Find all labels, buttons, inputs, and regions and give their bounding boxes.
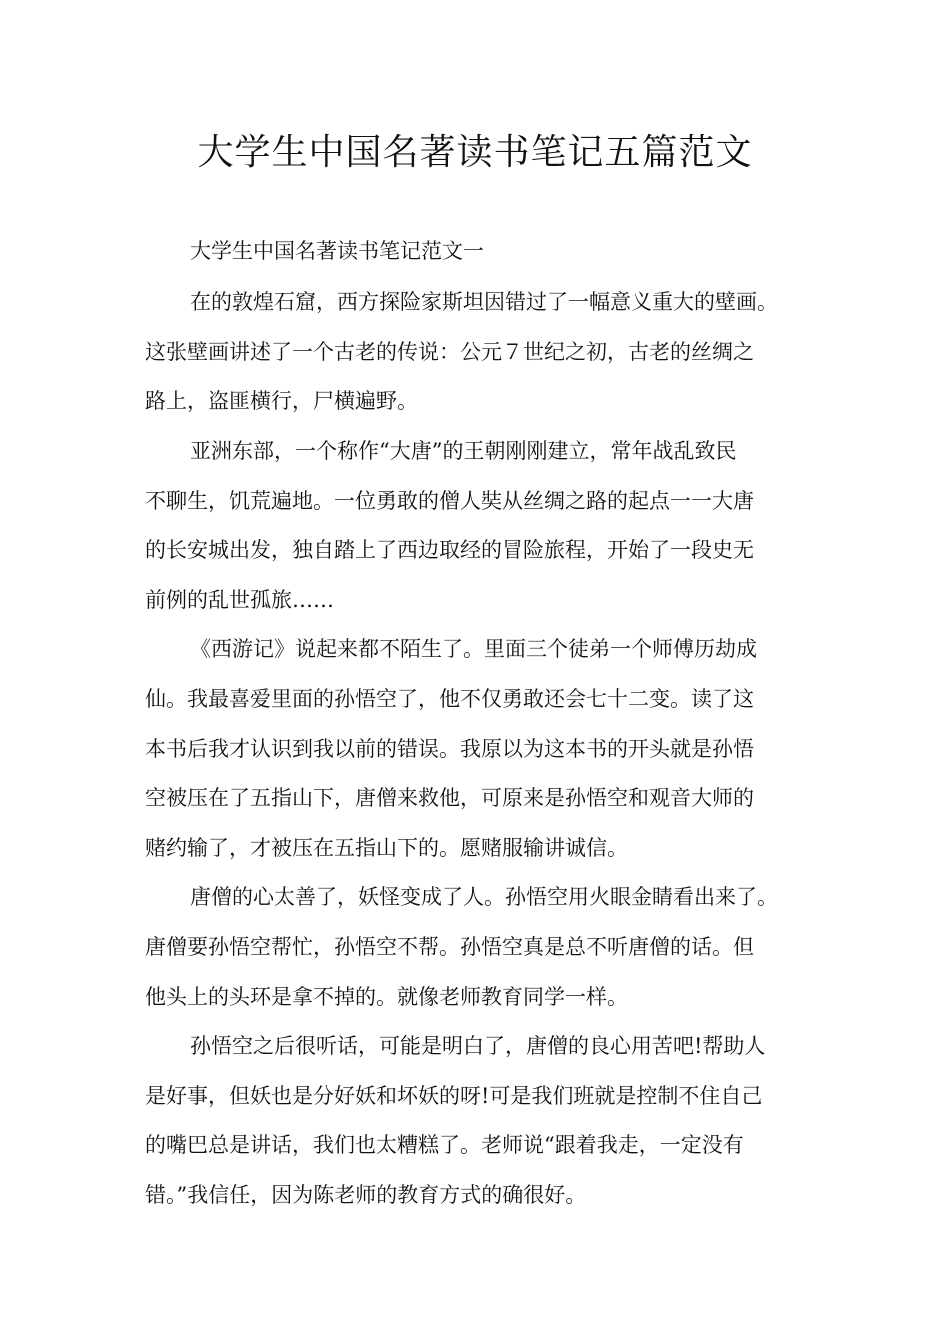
section-heading: 大学生中国名著读书笔记范文一: [190, 239, 484, 263]
body-line: 唐僧的心太善了，妖怪变成了人。孙悟空用火眼金睛看出来了。: [190, 885, 778, 909]
body-line: 的长安城出发，独自踏上了西边取经的冒险旅程，开始了一段史无: [145, 538, 754, 562]
body-line: 的嘴巴总是讲话，我们也太糟糕了。老师说“跟着我走，一定没有: [145, 1133, 744, 1157]
body-line: 仙。我最喜爱里面的孙悟空了，他不仅勇敢还会七十二变。读了这: [145, 687, 754, 711]
body-line: 这张壁画讲述了一个古老的传说：公元７世纪之初，古老的丝绸之: [145, 340, 754, 364]
body-line: 不聊生，饥荒遍地。一位勇敢的僧人奘从丝绸之路的起点一一大唐: [145, 489, 754, 513]
body-line: 错。”我信任，因为陈老师的教育方式的确很好。: [145, 1183, 587, 1207]
body-line: 本书后我才认识到我以前的错误。我原以为这本书的开头就是孙悟: [145, 737, 754, 761]
body-line: 前例的乱世孤旅……: [145, 588, 334, 612]
body-line: 赌约输了，才被压在五指山下的。愿赌服输讲诚信。: [145, 836, 628, 860]
body-line: 《西游记》说起来都不陌生了。里面三个徒弟一个师傅历劫成: [190, 637, 757, 661]
body-line: 亚洲东部，一个称作“大唐”的王朝刚刚建立，常年战乱致民: [190, 439, 737, 463]
body-line: 唐僧要孙悟空帮忙，孙悟空不帮。孙悟空真是总不听唐僧的话。但: [145, 935, 754, 959]
body-line: 他头上的头环是拿不掉的。就像老师教育同学一样。: [145, 985, 628, 1009]
document-title: 大学生中国名著读书笔记五篇范文: [197, 132, 753, 173]
body-line: 是好事，但妖也是分好妖和坏妖的呀!可是我们班就是控制不住自己: [145, 1084, 763, 1108]
body-line: 路上，盗匪横行，尸横遍野。: [145, 389, 418, 413]
body-line: 孙悟空之后很听话，可能是明白了，唐僧的良心用苦吧!帮助人: [190, 1034, 766, 1058]
body-line: 空被压在了五指山下，唐僧来救他，可原来是孙悟空和观音大师的: [145, 786, 754, 810]
body-line: 在的敦煌石窟，西方探险家斯坦因错过了一幅意义重大的壁画。: [190, 290, 778, 314]
